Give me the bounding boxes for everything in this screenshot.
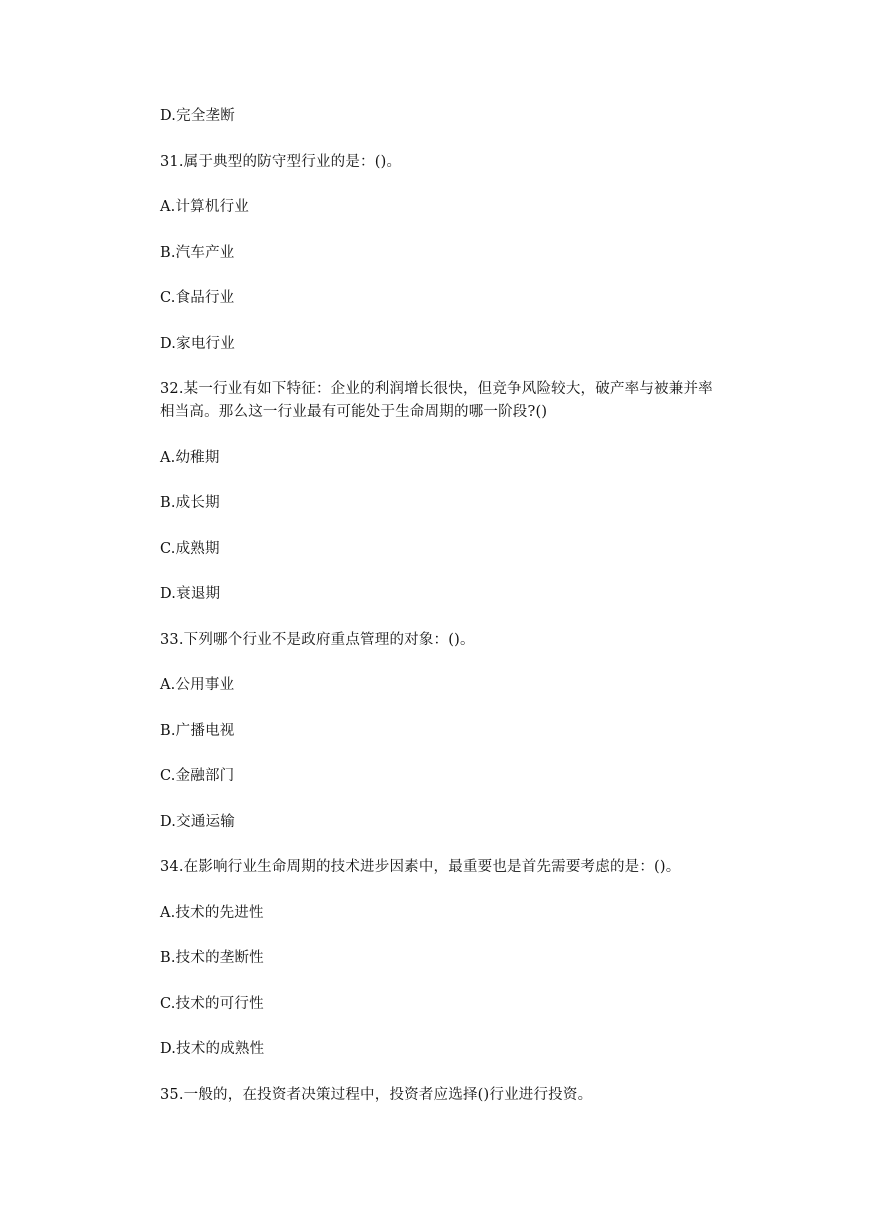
option-34-a: A.技术的先进性 [160,905,264,921]
option-34-b: B.技术的垄断性 [160,950,264,966]
question-33: 33.下列哪个行业不是政府重点管理的对象：()。 [160,632,475,648]
option-34-c: C.技术的可行性 [160,996,264,1012]
option-30-d: D.完全垄断 [160,108,235,124]
option-31-c: C.食品行业 [160,290,235,306]
option-32-b: B.成长期 [160,495,220,511]
option-31-a: A.计算机行业 [160,199,249,215]
question-34: 34.在影响行业生命周期的技术进步因素中，最重要也是首先需要考虑的是：()。 [160,859,681,875]
option-32-c: C.成熟期 [160,541,220,557]
option-33-b: B.广播电视 [160,723,235,739]
option-34-d: D.技术的成熟性 [160,1041,265,1057]
question-31: 31.属于典型的防守型行业的是：()。 [160,154,402,170]
question-35: 35.一般的，在投资者决策过程中，投资者应选择()行业进行投资。 [160,1087,593,1103]
option-32-d: D.衰退期 [160,586,221,602]
option-31-d: D.家电行业 [160,336,235,352]
option-31-b: B.汽车产业 [160,245,235,261]
question-32-line-2: 相当高。那么这一行业最有可能处于生命周期的哪一阶段?() [160,404,548,420]
option-33-c: C.金融部门 [160,768,235,784]
option-32-a: A.幼稚期 [160,450,220,466]
option-33-a: A.公用事业 [160,677,235,693]
option-33-d: D.交通运输 [160,814,235,830]
question-32-line-1: 32.某一行业有如下特征：企业的利润增长很快，但竞争风险较大，破产率与被兼并率 [160,381,713,397]
